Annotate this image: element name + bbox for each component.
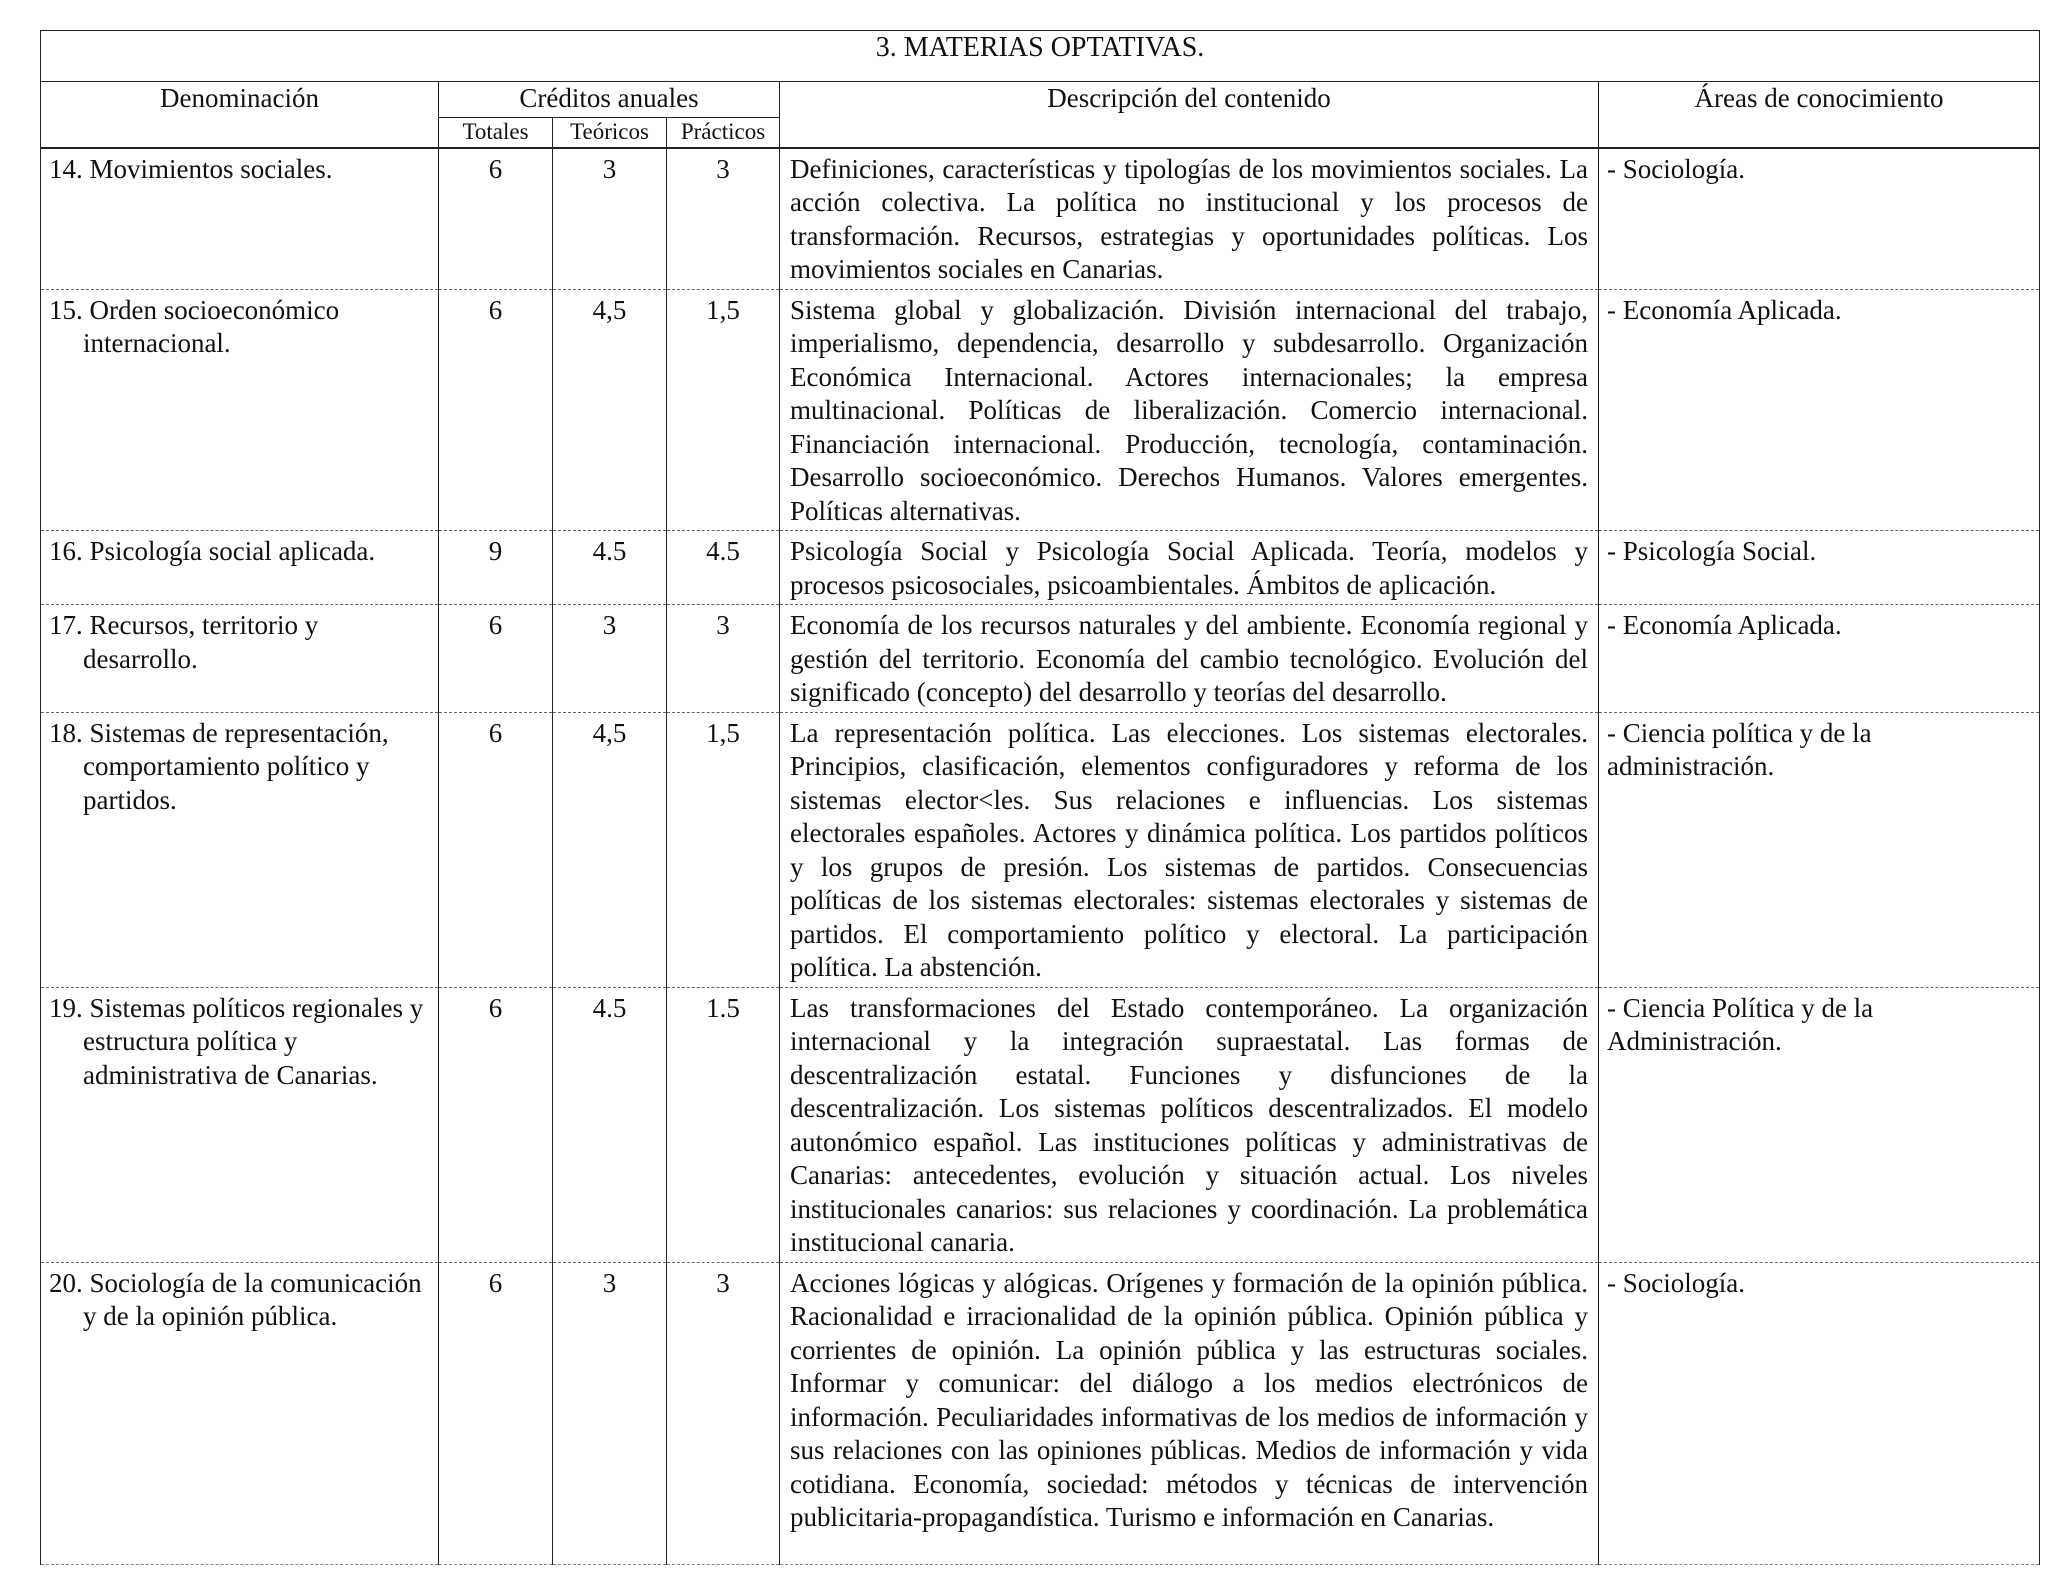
content-description: Sistema global y globalización. División internacional del trabajo, imperialismo, dependencia, desarrollo y subdesarrollo. Organización Económica Internacional. Actores internacionales; la empresa multinacional. Políticas de liberalización. Comercio internacional. Financiación internacional. Producción, tecnología, contaminación. Desarrollo socioeconómico. Derechos Humanos. Valores emergentes. Políticas alternativas. xyxy=(780,289,1599,531)
table-row xyxy=(41,712,2040,987)
table-row xyxy=(41,605,2040,713)
subject-name: 17. Recursos, territorio y desarrollo. xyxy=(49,610,319,674)
table-row xyxy=(41,148,2040,290)
credits-teoricos: 3 xyxy=(553,1262,667,1564)
table-row xyxy=(41,1262,2040,1564)
knowledge-area: - Economía Aplicada. xyxy=(1599,605,2040,713)
table-row xyxy=(41,987,2040,1262)
header-descripcion: Descripción del contenido xyxy=(780,82,1599,148)
content-description: La representación política. Las elecciones. Los sistemas electorales. Principios, clasificación, elementos configuradores y reforma de los sistemas elector<les. Sus relaciones e influencias. Los sistemas electorales españoles. Actores y dinámica política. Los partidos políticos y los grupos de presión. Los sistemas de partidos. Consecuencias políticas de los sistemas electorales: sistemas electorales y sistemas de partidos. El comportamiento político y electoral. La participación política. La abstención. xyxy=(780,712,1599,987)
knowledge-area: - Sociología. xyxy=(1599,1262,2040,1564)
subject-name: 14. Movimientos sociales. xyxy=(49,153,333,184)
content-description: Las transformaciones del Estado contemporáneo. La organización internacional y la integración supraestatal. Las formas de descentralización estatal. Funciones y disfunciones de la descentralización. Los sistemas políticos descentralizados. El modelo autonómico español. Las instituciones políticas y administrativas de Canarias: antecedentes, evolución y situación actual. Los niveles institucionales canarios: sus relaciones y coordinación. La problemática institucional canaria. xyxy=(780,987,1599,1262)
knowledge-area: - Ciencia Política y de la Administración. xyxy=(1599,987,2040,1262)
knowledge-area: - Psicología Social. xyxy=(1599,531,2040,605)
credits-practicos: 1,5 xyxy=(667,289,780,531)
document-page xyxy=(40,30,2039,1565)
credits-practicos: 1.5 xyxy=(667,987,780,1262)
content-description: Economía de los recursos naturales y del ambiente. Economía regional y gestión del territorio. Economía del cambio tecnológico. Evolución del significado (concepto) del desarrollo y teorías del desarrollo. xyxy=(780,605,1599,713)
knowledge-area: - Sociología. xyxy=(1599,148,2040,290)
credits-totales: 9 xyxy=(439,531,553,605)
credits-teoricos: 3 xyxy=(553,148,667,290)
credits-totales: 6 xyxy=(439,605,553,713)
content-description: Acciones lógicas y alógicas. Orígenes y formación de la opinión pública. Racionalidad e irracionalidad de la opinión pública. Opinión pública y corrientes de opinión. La opinión pública y las estructuras sociales. Informar y comunicar: del diálogo a los medios electrónicos de información. Peculiaridades informativas de los medios de información y sus relaciones con las opiniones públicas. Medios de información y vida cotidiana. Economía, sociedad: métodos y técnicas de intervención publicitaria-propagandística. Turismo e información en Canarias. xyxy=(780,1262,1599,1564)
credits-totales: 6 xyxy=(439,148,553,290)
subject-name: 19. Sistemas políticos regionales y estructura política y administrativa de Canarias. xyxy=(49,992,424,1090)
content-description: Psicología Social y Psicología Social Aplicada. Teoría, modelos y procesos psicosociales, psicoambientales. Ámbitos de aplicación. xyxy=(780,531,1599,605)
credits-practicos: 4.5 xyxy=(667,531,780,605)
credits-practicos: 1,5 xyxy=(667,712,780,987)
credits-teoricos: 4.5 xyxy=(553,987,667,1262)
subject-name: 16. Psicología social aplicada. xyxy=(49,536,376,566)
credits-practicos: 3 xyxy=(667,148,780,290)
credits-practicos: 3 xyxy=(667,605,780,713)
subject-name: 18. Sistemas de representación, comportamiento político y partidos. xyxy=(49,717,389,815)
header-denominacion: Denominación xyxy=(41,82,439,148)
credits-teoricos: 4,5 xyxy=(553,712,667,987)
header-areas: Áreas de conocimiento xyxy=(1599,82,2040,148)
credits-teoricos: 3 xyxy=(553,605,667,713)
header-totales: Totales xyxy=(439,118,553,148)
header-practicos: Prácticos xyxy=(667,118,780,148)
credits-totales: 6 xyxy=(439,987,553,1262)
table-row xyxy=(41,531,2040,605)
credits-totales: 6 xyxy=(439,712,553,987)
table-row xyxy=(41,289,2040,531)
subject-name: 15. Orden socioeconómico internacional. xyxy=(49,294,340,358)
knowledge-area: - Economía Aplicada. xyxy=(1599,289,2040,531)
credits-teoricos: 4,5 xyxy=(553,289,667,531)
table-title: 3. MATERIAS OPTATIVAS. xyxy=(41,31,2040,82)
knowledge-area: - Ciencia política y de la administración. xyxy=(1599,712,2040,987)
header-creditos: Créditos anuales xyxy=(439,82,780,118)
credits-totales: 6 xyxy=(439,289,553,531)
subject-name: 20. Sociología de la comunicación y de la opinión pública. xyxy=(49,1267,422,1331)
credits-totales: 6 xyxy=(439,1262,553,1564)
header-teoricos: Teóricos xyxy=(553,118,667,148)
content-description: Definiciones, características y tipologías de los movimientos sociales. La acción colectiva. La política no institucional y los procesos de transformación. Recursos, estrategias y oportunidades políticas. Los movimientos sociales en Canarias. xyxy=(780,148,1599,290)
credits-teoricos: 4.5 xyxy=(553,531,667,605)
optional-subjects-table xyxy=(40,30,2040,1565)
credits-practicos: 3 xyxy=(667,1262,780,1564)
